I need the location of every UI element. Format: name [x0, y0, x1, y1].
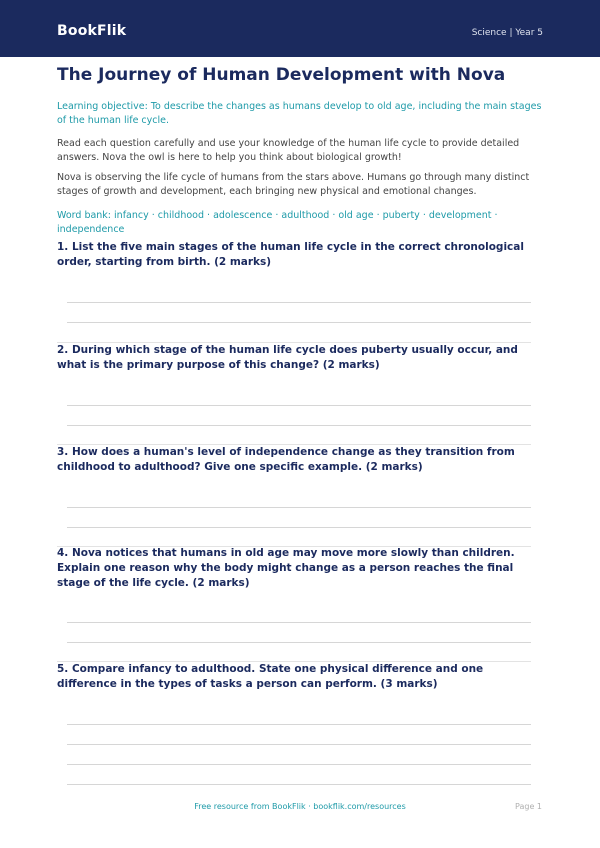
context-text: Nova is observing the life cycle of humans from the stars above. Humans go through many distinct stages of growth and development, each bringing new physical and emotional changes. [57, 172, 530, 197]
answer-line[interactable] [67, 425, 531, 426]
page-number: Page 1 [515, 802, 542, 811]
question-3: 3. How does a human's level of independence change as they transition from childhood to adulthood? Give one specific example. (2 marks) [57, 446, 515, 473]
word-bank: Word bank: infancy · childhood · adolescence · adulthood · old age · puberty · development · independence [57, 210, 498, 235]
answer-line[interactable] [67, 744, 531, 745]
header-bar [0, 0, 600, 57]
answer-line[interactable] [67, 724, 531, 725]
question-2: 2. During which stage of the human life cycle does puberty usually occur, and what is the primary purpose of this change? (2 marks) [57, 344, 518, 371]
answer-line[interactable] [67, 405, 531, 406]
answer-line[interactable] [67, 784, 531, 785]
question-5: 5. Compare infancy to adulthood. State one physical difference and one difference in the types of tasks a person can perform. (3 marks) [57, 663, 484, 690]
answer-line[interactable] [67, 764, 531, 765]
page-title: The Journey of Human Development with Nova [57, 65, 506, 85]
brand-logo[interactable]: BookFlik [57, 23, 127, 39]
answer-line[interactable] [67, 642, 531, 643]
answer-line[interactable] [67, 622, 531, 623]
answer-line[interactable] [67, 507, 531, 508]
intro-text: Read each question carefully and use your knowledge of the human life cycle to provide detailed answers. Nova the owl is here to help you think about biological growth! [57, 138, 520, 163]
answer-line[interactable] [67, 527, 531, 528]
learning-objective: Learning objective: To describe the changes as humans develop to old age, including the main stages of the human life cycle. [57, 101, 542, 126]
footer-link[interactable]: Free resource from BookFlik · bookflik.com/resources [194, 802, 406, 811]
answer-line[interactable] [67, 302, 531, 303]
subject-label: Science | Year 5 [471, 28, 543, 38]
question-4: 4. Nova notices that humans in old age may move more slowly than children. Explain one reason why the body might change as a person reaches the final stage of the life cycle. (2 marks) [57, 547, 515, 589]
question-1: 1. List the five main stages of the human life cycle in the correct chronological order, starting from birth. (2 marks) [57, 241, 524, 268]
answer-line[interactable] [67, 322, 531, 323]
